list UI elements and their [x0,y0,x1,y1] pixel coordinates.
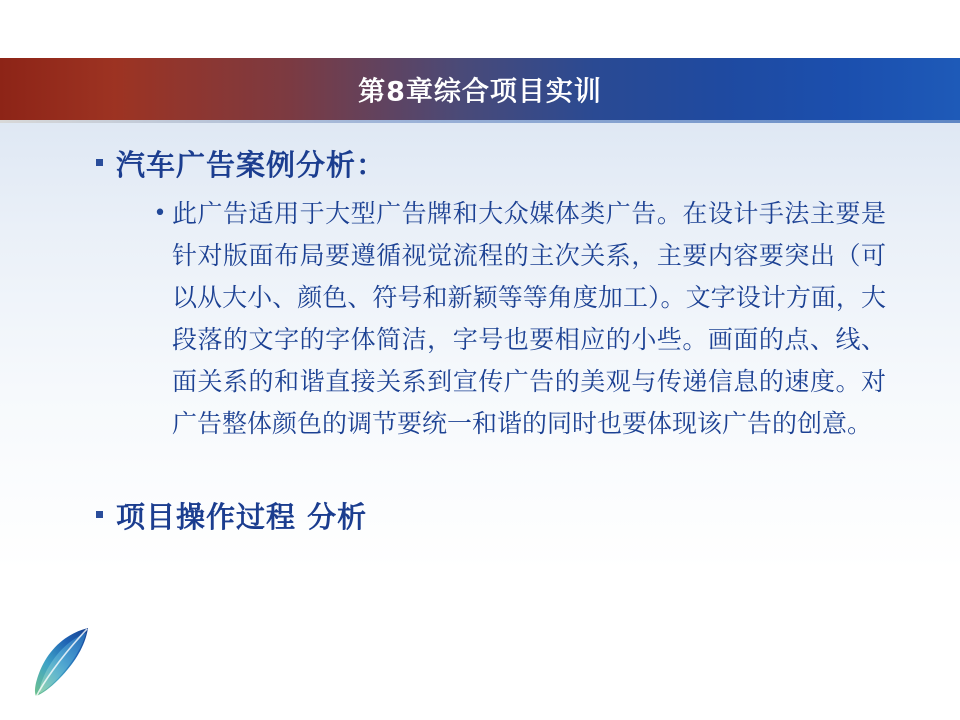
slide-top-strip [0,0,960,58]
square-bullet-icon [96,145,116,185]
page-title: 第8章综合项目实训 [358,76,602,108]
slide-title-banner [0,58,960,120]
feather-logo-icon [28,624,98,702]
bullet-item-3 [96,497,916,537]
square-bullet-icon [96,497,116,537]
content-spacer [96,445,916,497]
bullet-item-3-label: 项目操作过程 分析 [116,500,368,534]
dot-bullet-icon: • [153,201,167,226]
slide-body [0,123,960,720]
bullet-item-2 [148,193,886,445]
bullet-item-2-paragraph: 此广告适用于大型广告牌和大众媒体类广告。在设计手法主要是针对版面布局要遵循视觉流程的主次关系，主要内容要突出（可以从大小、颜色、符号和新颖等等角度加工）。文字设计方面，大段落的文字的字体简洁，字号也要相应的小些。画面的点、线、面关系的和谐直接关系到宣传广告的美观与传递信息的速度。对广告整体颜色的调节要统一和谐的同时也要体现该广告的创意。 [172,199,886,438]
bullet-item-1-label: 汽车广告案例分析： [116,148,387,182]
bullet-item-1 [96,145,916,185]
slide-content [96,145,916,543]
